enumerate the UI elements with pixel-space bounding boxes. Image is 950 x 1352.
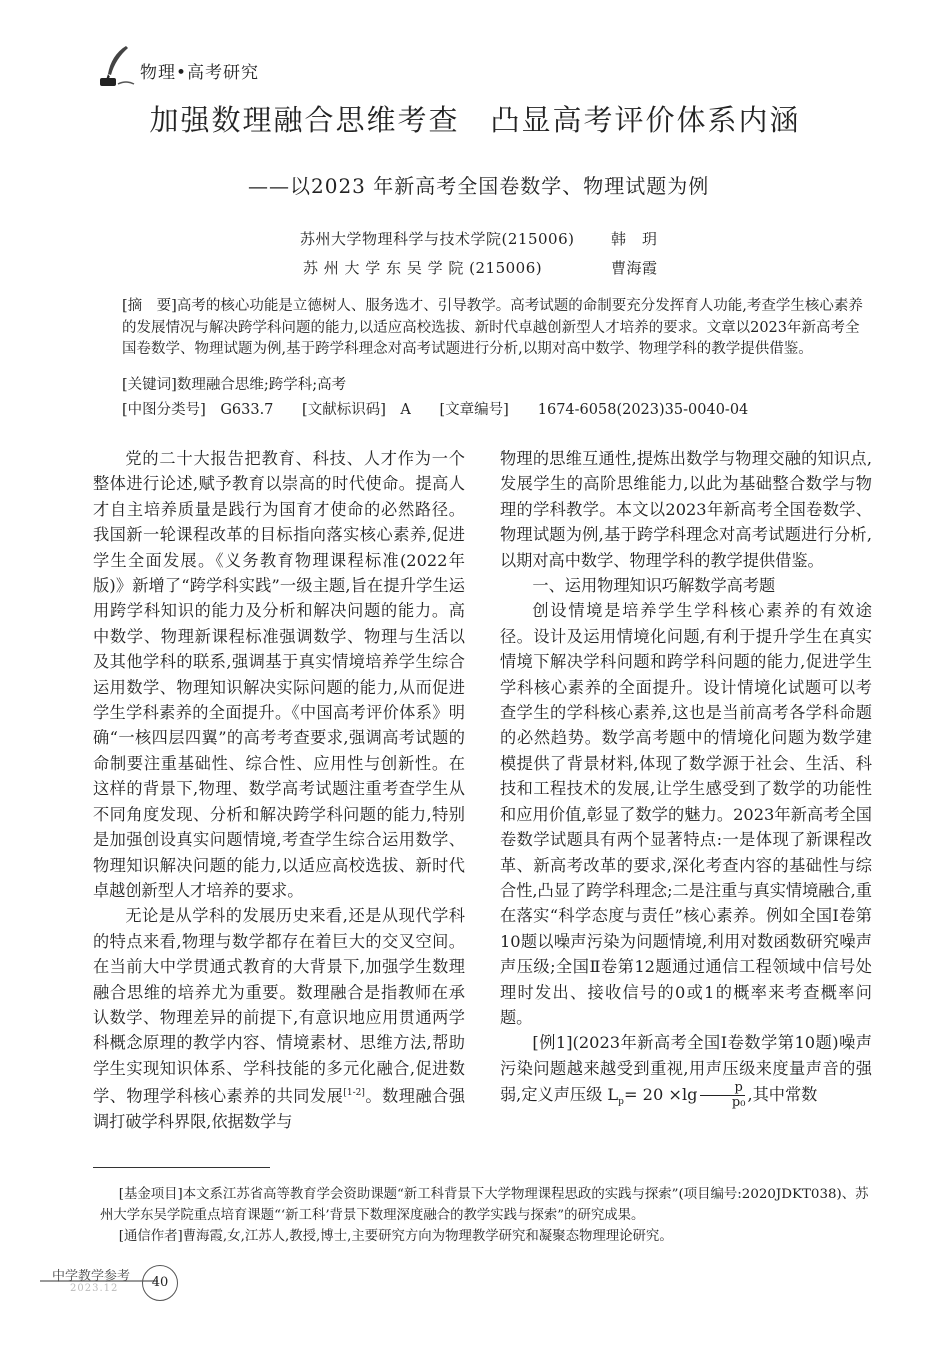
affiliation-1-institution: 苏州大学物理科学与技术学院(215006)	[300, 230, 575, 248]
body-right-column	[500, 446, 872, 1116]
subscript: p	[618, 1097, 624, 1108]
journal-issue: 2023.12	[70, 1283, 119, 1294]
clc-number: [中图分类号] G633.7	[122, 402, 274, 418]
article-number: [文章编号] 1674-6058(2023)35-0040-04	[439, 402, 749, 418]
paragraph: 物理的思维互通性,提炼出数学与物理交融的知识点,发展学生的高阶思维能力,以此为基础整合数学与物理的学科教学。本文以2023年新高考全国卷数学、物理试题为例,基于跨学科理念对高考试题进行分析,以期对高中数学、物理学科的教学提供借鉴。	[500, 449, 872, 570]
footnotes	[100, 1184, 880, 1247]
fraction: $\frac{p}{\text{p₀}}$	[700, 1081, 746, 1110]
paragraph: 创设情境是培养学生学科核心素养的有效途径。设计及运用情境化问题,有利于提升学生在真实情境下解决学科问题和跨学科问题的能力,促进学生学科核心素养的全面提升。设计情境化试题可以考查学生的学科核心素养,这也是当前高考各学科命题的必然趋势。数学高考题中的情境化问题为数学建模提供了背景材料,体现了数学源于社会、生活、科技和工程技术的发展,让学生感受到了数学的功能性和应用价值,彰显了数学的魅力。2023年新高考全国卷数学试题具有两个显著特点:一是体现了新课程改革、新高考改革的要求,深化考查内容的基础性与综合性,凸显了跨学科理念;二是注重与真实情境融合,重在落实“科学态度与责任”核心素养。例如全国Ⅰ卷第10题以噪声污染为问题情境,利用对数函数研究噪声声压级;全国Ⅱ卷第12题通过通信工程领域中信号处理时发出、接收信号的0或1的概率来考查概率问题。	[500, 601, 872, 1027]
keywords: [关键词]数理融合思维;跨学科;高考	[122, 377, 347, 393]
document-code: [文献标识码] A	[302, 402, 411, 418]
corresponding-author-note: [通信作者]曹海霞,女,江苏人,教授,博士,主要研究方向为物理教学研究和凝聚态物理理论研究。	[118, 1229, 673, 1244]
affiliation-1-author: 韩 玥	[611, 230, 658, 248]
affiliation-2-institution: 苏 州 大 学 东 吴 学 院 (215006)	[303, 259, 543, 277]
body-left-column	[93, 446, 465, 1134]
abstract: [摘 要]高考的核心功能是立德树人、服务选才、引导教学。高考试题的命制要充分发挥育人功能,考查学生核心素养的发展情况与解决跨学科问题的能力,以适应高校选拔、新时代卓越创新型人才培养的要求。文章以2023年新高考全国卷数学、物理试题为例,基于跨学科理念对高考试题进行分析,以期对高中数学、物理学科的教学提供借鉴。	[122, 298, 863, 357]
article-title: 加强数理融合思维考查 凸显高考评价体系内涵	[149, 103, 801, 137]
page-number: 40	[142, 1265, 178, 1301]
affiliation-2-author: 曹海霞	[611, 259, 658, 277]
footnote-divider	[93, 1167, 270, 1168]
section-heading: 一、运用物理知识巧解数学高考题	[532, 576, 776, 596]
journal-name: 中学教学参考	[52, 1269, 131, 1284]
article-subtitle: ——以2023 年新高考全国卷数学、物理试题为例	[248, 174, 710, 198]
quill-pen-icon	[96, 44, 136, 88]
citation: [1-2]	[343, 1088, 365, 1099]
paragraph: 无论是从学科的发展历史来看,还是从现代学科的特点来看,物理与数学都存在着巨大的交叉空间。在当前大中学贯通式教育的大背景下,加强学生数理融合思维的培养尤为重要。数理融合是指教师在承认数学、物理差异的前提下,有意识地应用贯通两学科概念原理的教学内容、情境素材、思维方法,帮助学生实现知识体系、学科技能的多元化融合,促进数学、物理学科核心素养的共同发展[1-2]。数理融合强调打破学科界限,依据数学与	[93, 906, 466, 1131]
paragraph: 党的二十大报告把教育、科技、人才作为一个整体进行论述,赋予教育以崇高的时代使命。提高人才自主培养质量是践行为国育才使命的必然路径。我国新一轮课程改革的目标指向落实核心素养,促进学生全面发展。《义务教育物理课程标准(2022年版)》新增了“跨学科实践”一级主题,旨在提升学生运用跨学科知识的能力及分析和解决问题的能力。高中数学、物理新课程标准强调数学、物理与生活以及其他学科的联系,强调基于真实情境培养学生综合运用数学、物理知识解决实际问题的能力,从而促进学生学科素养的全面提升。《中国高考评价体系》明确“一核四层四翼”的高考考查要求,强调高考试题的命制要注重基础性、综合性、应用性与创新性。在这样的背景下,物理、数学高考试题注重考查学生从不同角度发现、分析和解决跨学科问题的能力,特别是加强创设真实问题情境,考查学生综合运用数学、物理知识解决问题的能力,以适应高校选拔、新时代卓越创新型人才培养的要求。	[93, 449, 465, 900]
funding-note: [基金项目]本文系江苏省高等教育学会资助课题“新工科背景下大学物理课程思政的实践与探索”(项目编号:2020JDKT038)、苏州大学东吴学院重点培育课题“‘新工科’背景下数理深度融合的教学实践与探索”的研究成果。	[100, 1187, 869, 1223]
section-label: 物理•高考研究	[140, 63, 260, 83]
classification-line	[122, 398, 882, 419]
example-paragraph: [例1](2023年新高考全国Ⅰ卷数学第10题)噪声污染问题越来越受到重视,用声压级来度量声音的强弱,定义声压级 $L_p= 20 \times\lg$ $\frac{p}{\text{p₀}}$ ,其中常数	[500, 1033, 872, 1111]
